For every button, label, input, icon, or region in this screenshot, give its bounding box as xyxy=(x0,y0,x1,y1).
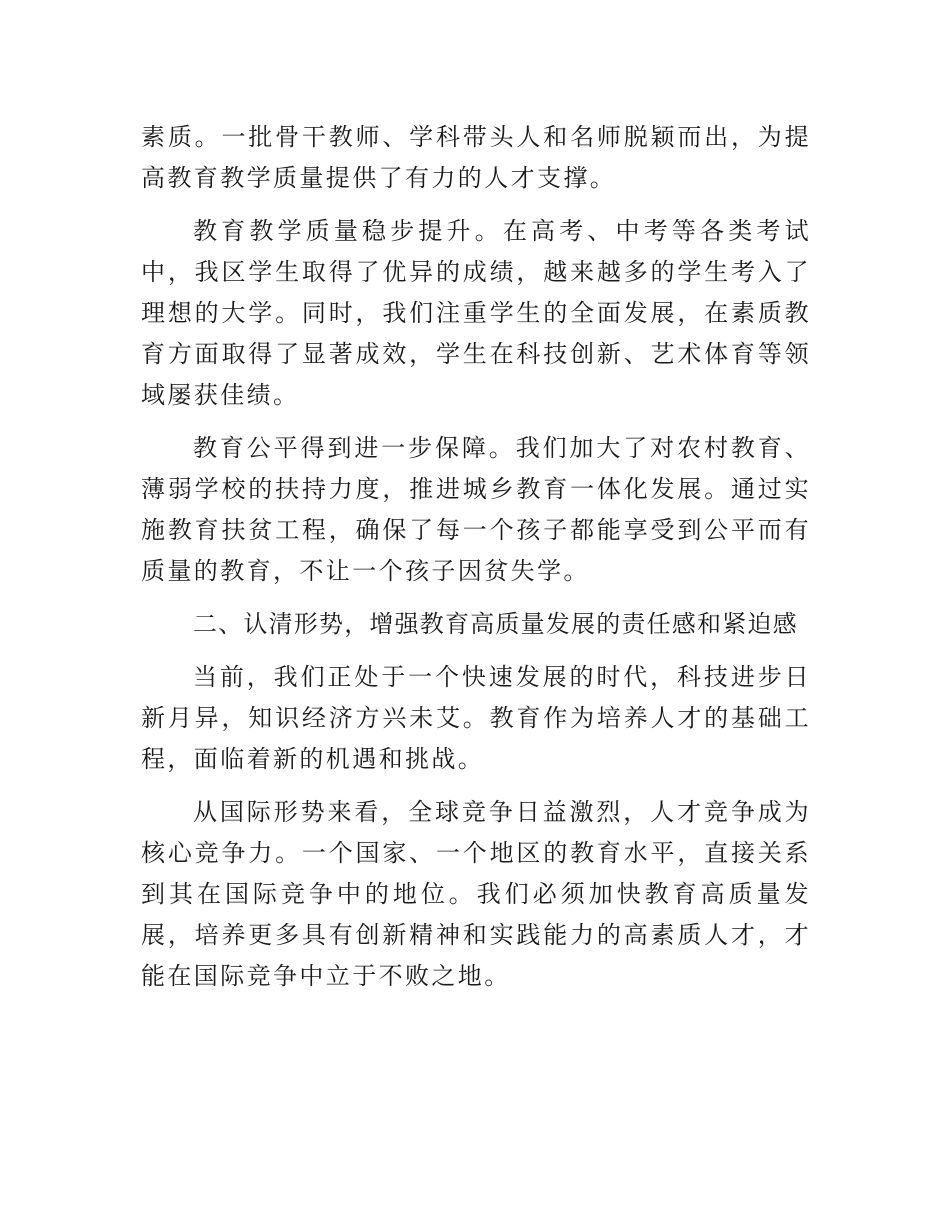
paragraph-education-equity: 教育公平得到进一步保障。我们加大了对农村教育、薄弱学校的扶持力度，推进城乡教育一体化发展。通过实施教育扶贫工程，确保了每一个孩子都能享受到公平而有质量的教育，不让一个孩子因贫失学。 xyxy=(141,434,811,585)
section-heading-situation: 二、认清形势，增强教育高质量发展的责任感和紧迫感 xyxy=(193,610,798,638)
paragraph-quality-improvement: 教育教学质量稳步提升。在高考、中考等各类考试中，我区学生取得了优异的成绩，越来越多的学生考入了理想的大学。同时，我们注重学生的全面发展，在素质教育方面取得了显著成效，学生在科技创新、艺术体育等领域屡获佳绩。 xyxy=(141,217,811,409)
paragraph-talent-support: 素质。一批骨干教师、学科带头人和名师脱颖而出，为提高教育教学质量提供了有力的人才支撑。 xyxy=(141,123,811,192)
paragraph-current-era: 当前，我们正处于一个快速发展的时代，科技进步日新月异，知识经济方兴未艾。教育作为培养人才的基础工程，面临着新的机遇和挑战。 xyxy=(141,663,811,773)
paragraph-international-situation: 从国际形势来看，全球竞争日益激烈，人才竞争成为核心竞争力。一个国家、一个地区的教育水平，直接关系到其在国际竞争中的地位。我们必须加快教育高质量发展，培养更多具有创新精神和实践能力的高素质人才，才能在国际竞争中立于不败之地。 xyxy=(141,798,811,990)
